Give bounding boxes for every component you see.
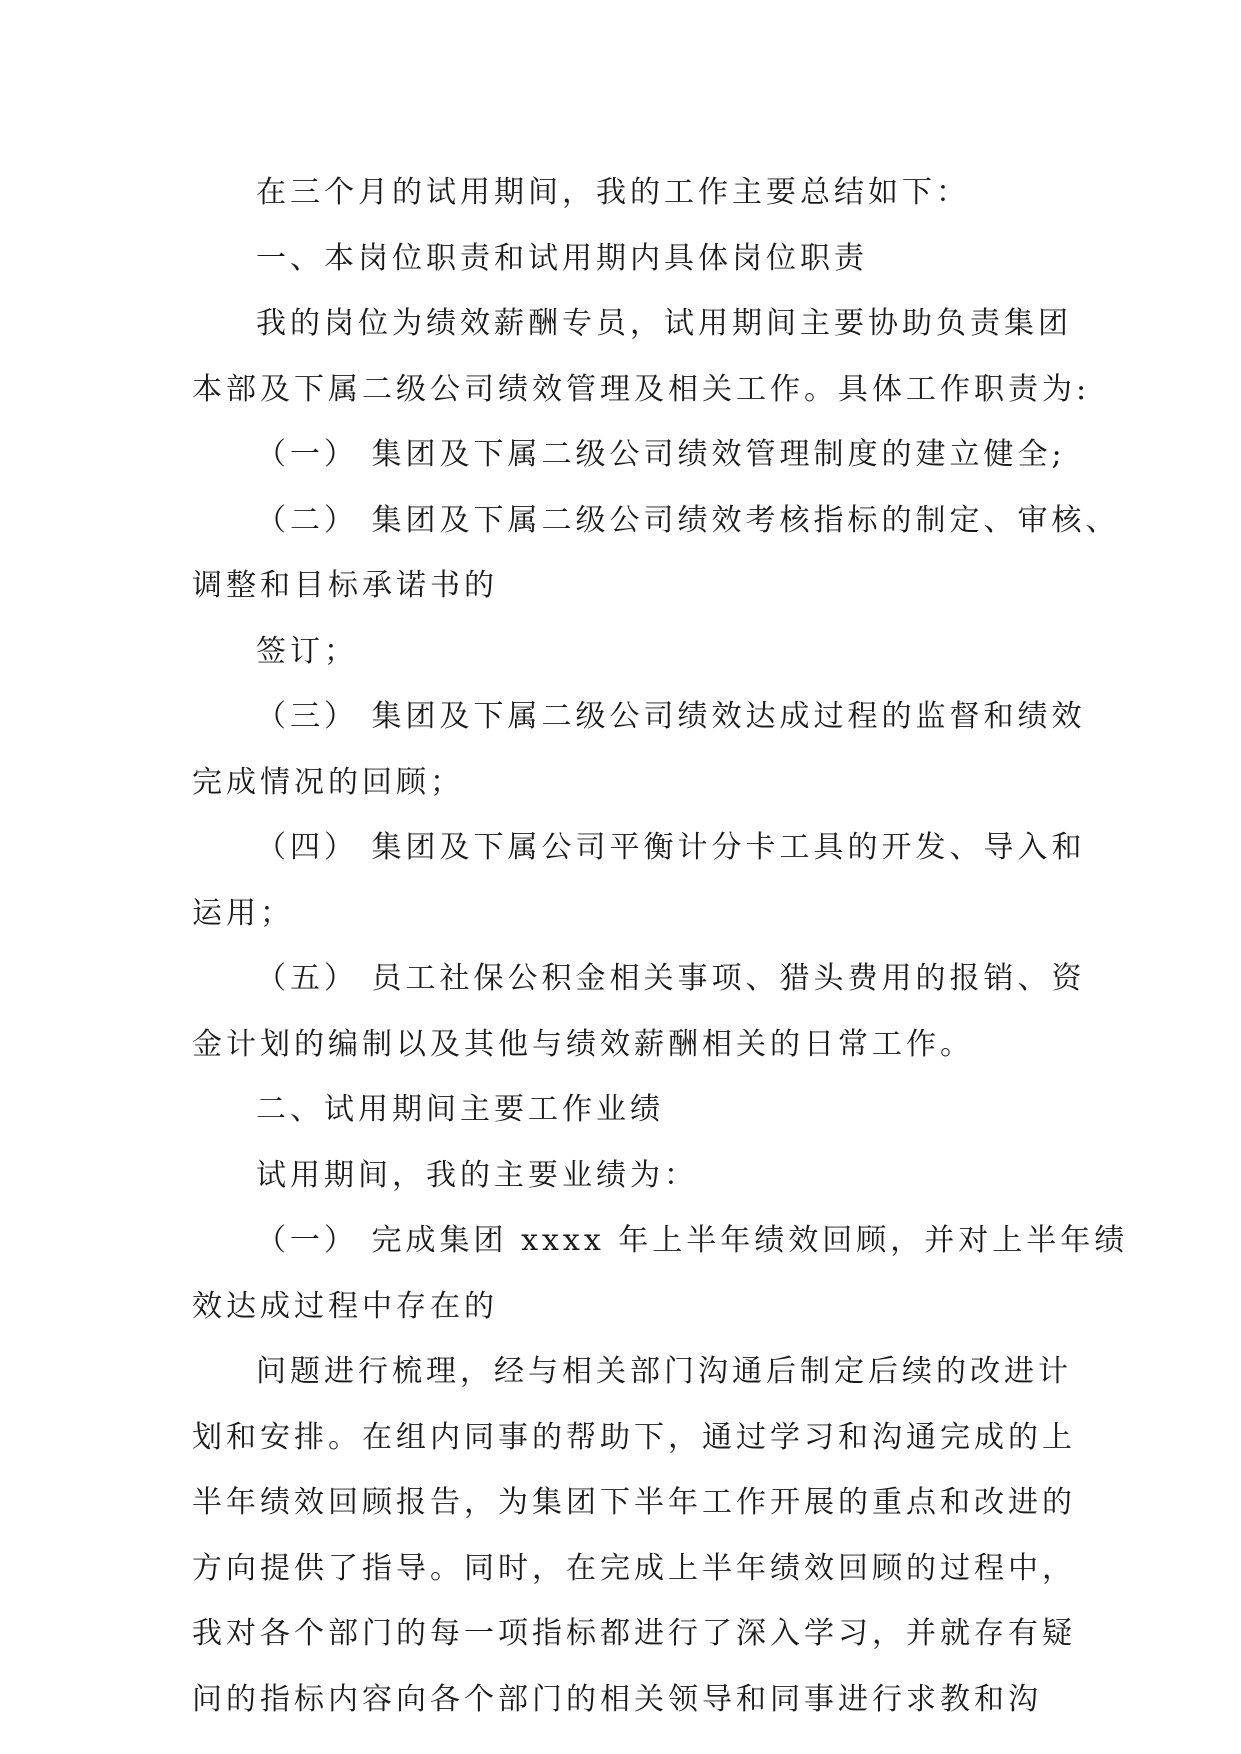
text-line: 试用期间，我的主要业绩为： [256,1157,698,1193]
text-line: 完成情况的回顾； [192,764,464,800]
text-line: 方向提供了指导。同时，在完成上半年绩效回顾的过程中， [192,1550,1076,1586]
text-line: （五） 员工社保公积金相关事项、猎头费用的报销、资 [256,961,1086,996]
text-line: 效达成过程中存在的 [192,1288,498,1324]
text-line: 划和安排。在组内同事的帮助下，通过学习和沟通完成的上 [192,1419,1076,1455]
document-body [192,160,1129,1732]
text-line: 调整和目标承诺书的 [192,568,498,603]
text-line: （四） 集团及下属公司平衡计分卡工具的开发、导入和 [256,830,1086,865]
text-line: （三） 集团及下属二级公司绩效达成过程的监督和绩效 [256,699,1086,734]
text-line: 半年绩效回顾报告，为集团下半年工作开展的重点和改进的 [192,1485,1076,1520]
text-line: （一） 完成集团 xxxx 年上半年绩效回顾，并对上半年绩 [256,1223,1129,1258]
text-line: 在三个月的试用期间，我的工作主要总结如下： [256,175,970,210]
text-line: 一、本岗位职责和试用期内具体岗位职责 [256,240,868,276]
text-line: 我对各个部门的每一项指标都进行了深入学习，并就存有疑 [192,1616,1076,1651]
text-line: 问题进行梳理，经与相关部门沟通后制定后续的改进计 [256,1354,1072,1389]
text-line: 我的岗位为绩效薪酬专员，试用期间主要协助负责集团 [256,306,1072,341]
text-line: （一） 集团及下属二级公司绩效管理制度的建立健全; [256,437,1066,472]
text-line: 运用； [192,895,294,931]
text-line: 问的指标内容向各个部门的相关领导和同事进行求教和沟 [192,1681,1042,1717]
text-line: 金计划的编制以及其他与绩效薪酬相关的日常工作。 [192,1026,974,1062]
text-line: 签订； [256,633,358,669]
text-line: （二） 集团及下属二级公司绩效考核指标的制定、审核、 [256,502,1120,538]
text-line: 二、试用期间主要工作业绩 [256,1092,664,1127]
text-line: 本部及下属二级公司绩效管理及相关工作。具体工作职责为: [192,371,1091,407]
